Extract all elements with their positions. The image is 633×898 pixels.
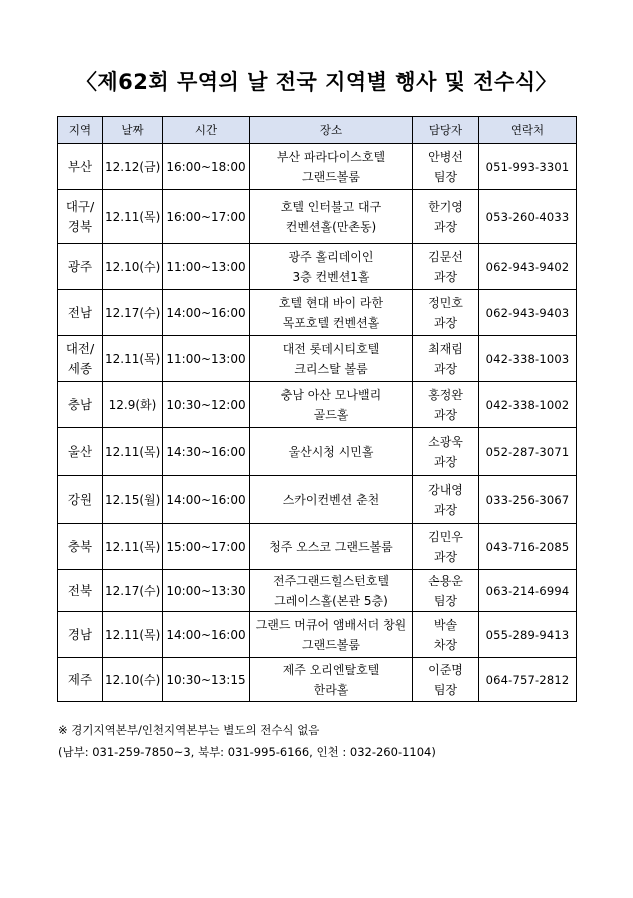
table-row [58,570,577,612]
table-row [58,382,577,428]
row-phone: 033-256-3067 [479,476,577,524]
row-region: 울산 [58,428,103,476]
row-region: 전북 [58,570,103,612]
row-contact: 손용운 팀장 [413,570,479,612]
row-time: 14:30~16:00 [163,428,250,476]
row-time: 15:00~17:00 [163,524,250,570]
page-title: 〈제62회 무역의 날 전국 지역별 행사 및 전수식〉 [75,70,558,94]
row-contact: 안병선 팀장 [413,144,479,190]
table-row [58,476,577,524]
row-contact: 정민호 과장 [413,290,479,336]
row-time: 11:00~13:00 [163,244,250,290]
row-date: 12.11(목) [103,190,163,244]
row-contact: 김문선 과장 [413,244,479,290]
row-place: 그랜드 머큐어 앰배서더 창원 그랜드볼룸 [250,612,413,658]
row-contact: 홍정완 과장 [413,382,479,428]
row-contact: 김민우 과장 [413,524,479,570]
table-row [58,190,577,244]
row-date: 12.11(목) [103,336,163,382]
row-phone: 042-338-1002 [479,382,577,428]
row-date: 12.10(수) [103,658,163,702]
header-contact: 담당자 [413,117,479,144]
table-row [58,144,577,190]
row-time: 16:00~17:00 [163,190,250,244]
row-region: 광주 [58,244,103,290]
row-region: 제주 [58,658,103,702]
table-row [58,244,577,290]
note-line-1: ※ 경기지역본부/인천지역본부는 별도의 전수식 없음 [58,723,320,737]
row-date: 12.17(수) [103,570,163,612]
row-place: 호텔 인터불고 대구 컨벤션홀(만촌동) [250,190,413,244]
header-time: 시간 [163,117,250,144]
row-time: 14:00~16:00 [163,290,250,336]
row-region: 강원 [58,476,103,524]
header-place: 장소 [250,117,413,144]
row-time: 11:00~13:00 [163,336,250,382]
row-time: 10:00~13:30 [163,570,250,612]
row-date: 12.9(화) [103,382,163,428]
row-region: 대구/ 경북 [58,190,103,244]
row-place: 호텔 현대 바이 라한 목포호텔 컨벤션홀 [250,290,413,336]
row-phone: 055-289-9413 [479,612,577,658]
header-phone: 연락처 [479,117,577,144]
row-phone: 063-214-6994 [479,570,577,612]
row-contact: 강내영 과장 [413,476,479,524]
row-contact: 최재림 과장 [413,336,479,382]
table-row [58,428,577,476]
header-date: 날짜 [103,117,163,144]
row-time: 10:30~12:00 [163,382,250,428]
row-phone: 062-943-9403 [479,290,577,336]
row-region: 충남 [58,382,103,428]
row-region: 충북 [58,524,103,570]
row-time: 14:00~16:00 [163,476,250,524]
row-region: 부산 [58,144,103,190]
row-place: 울산시청 시민홀 [250,428,413,476]
table-header-row [58,117,577,144]
table-row [58,336,577,382]
row-phone: 042-338-1003 [479,336,577,382]
note-line-2: (남부: 031-259-7850~3, 북부: 031-995-6166, 인천 : 032-260-1104) [58,745,436,759]
row-contact: 한기영 과장 [413,190,479,244]
row-region: 경남 [58,612,103,658]
row-place: 대전 롯데시티호텔 크리스탈 볼룸 [250,336,413,382]
table-row [58,612,577,658]
row-contact: 소광욱 과장 [413,428,479,476]
events-table [57,116,577,702]
table-row [58,290,577,336]
row-date: 12.11(목) [103,428,163,476]
row-time: 16:00~18:00 [163,144,250,190]
row-phone: 064-757-2812 [479,658,577,702]
table-row [58,658,577,702]
row-region: 전남 [58,290,103,336]
row-date: 12.17(수) [103,290,163,336]
row-phone: 053-260-4033 [479,190,577,244]
row-place: 부산 파라다이스호텔 그랜드볼룸 [250,144,413,190]
row-date: 12.11(목) [103,612,163,658]
row-time: 10:30~13:15 [163,658,250,702]
row-phone: 062-943-9402 [479,244,577,290]
row-time: 14:00~16:00 [163,612,250,658]
row-phone: 051-993-3301 [479,144,577,190]
row-phone: 043-716-2085 [479,524,577,570]
row-place: 광주 홀리데이인 3층 컨벤션1홀 [250,244,413,290]
row-date: 12.11(목) [103,524,163,570]
row-date: 12.12(금) [103,144,163,190]
row-phone: 052-287-3071 [479,428,577,476]
row-contact: 박솔 차장 [413,612,479,658]
header-region: 지역 [58,117,103,144]
row-place: 충남 아산 모나밸리 골드홀 [250,382,413,428]
row-contact: 이준명 팀장 [413,658,479,702]
table-row [58,524,577,570]
row-date: 12.10(수) [103,244,163,290]
row-place: 스카이컨벤션 춘천 [250,476,413,524]
row-date: 12.15(월) [103,476,163,524]
row-place: 전주그랜드힐스턴호텔 그레이스홀(본관 5층) [250,570,413,612]
row-place: 청주 오스코 그랜드볼룸 [250,524,413,570]
row-place: 제주 오리엔탈호텔 한라홀 [250,658,413,702]
row-region: 대전/ 세종 [58,336,103,382]
